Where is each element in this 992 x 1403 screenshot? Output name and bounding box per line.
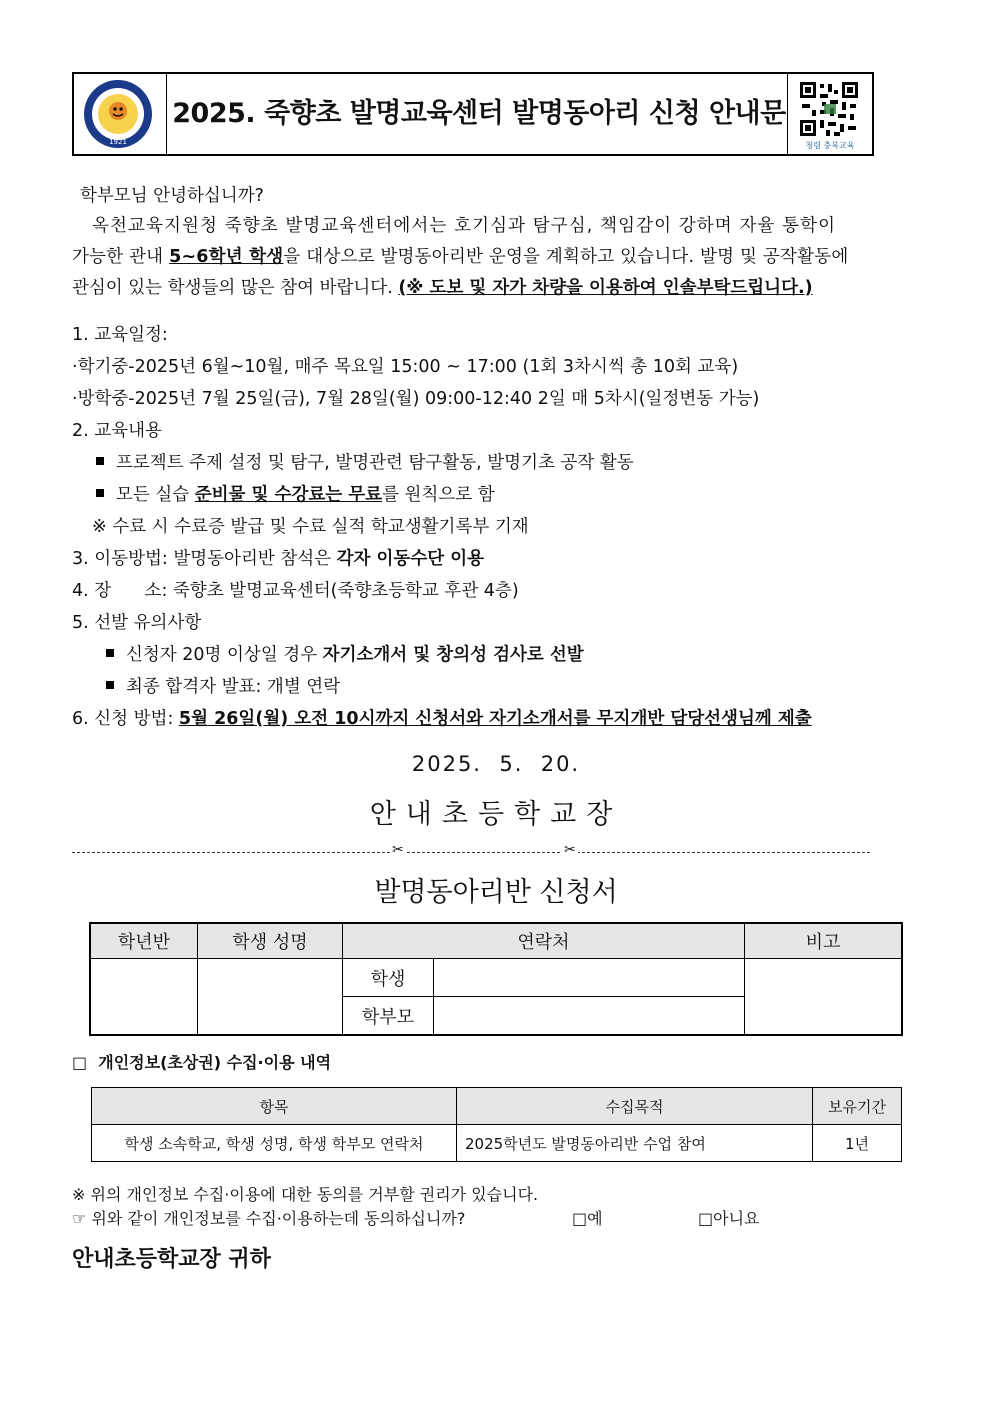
intro-line-3: 관심이 있는 학생들의 많은 참여 바랍니다. (※ 도보 및 자가 차량을 이용하여 인솔부탁드립니다.) [72, 278, 813, 298]
application-table [89, 922, 903, 1036]
privacy-purpose: 2025학년도 발명동아리반 수업 참여 [457, 1125, 813, 1162]
header-box [72, 72, 874, 156]
section-2-item-1: 프로젝트 주제 설정 및 탐구, 발명관련 탐구활동, 발명기초 공작 활동 [96, 449, 634, 474]
section-2-note: ※ 수료 시 수료증 발급 및 수료 실적 학교생활기록부 기재 [92, 517, 529, 537]
section-1-vacation: ·방학중-2025년 7월 25일(금), 7월 28일(월) 09:00-12:40 2일 매 5차시(일정변동 가능) [72, 389, 760, 409]
section-2-item-2: 모든 실습 준비물 및 수강료는 무료를 원칙으로 함 [96, 481, 495, 506]
section-5-item-1: 신청자 20명 이상일 경우 자기소개서 및 창의성 검사로 선발 [106, 641, 584, 666]
header-class: 학년반 [90, 923, 198, 959]
section-1-term: ·학기중-2025년 6월~10월, 매주 목요일 15:00 ~ 17:00 (1회 3차시씩 총 10회 교육) [72, 357, 739, 377]
section-1-title: 1. 교육일정: [72, 325, 168, 345]
signature-line: 안내초등학교장 귀하 [72, 1247, 271, 1272]
cut-line [72, 852, 870, 853]
section-5-title: 5. 선발 유의사항 [72, 613, 202, 633]
student-contact-field[interactable] [434, 959, 745, 997]
intro-line-1: 옥천교육지원청 죽향초 발명교육센터에서는 호기심과 탐구심, 책임감이 강하며 자율 통학이 [92, 216, 837, 236]
privacy-header-period: 보유기간 [813, 1088, 902, 1125]
section-4: 4. 장 소: 죽향초 발명교육센터(죽향초등학교 후관 4층) [72, 581, 519, 601]
header-contact: 연락처 [343, 923, 745, 959]
contact-student-label: 학생 [343, 959, 434, 997]
parent-contact-field[interactable] [434, 997, 745, 1036]
school-emblem-icon [82, 78, 154, 150]
privacy-item: 학생 소속학교, 학생 성명, 학생 학부모 연락처 [92, 1125, 457, 1162]
student-name-field[interactable] [198, 959, 343, 1036]
intro-line-2: 가능한 관내 5~6학년 학생을 대상으로 발명동아리반 운영을 계획하고 있습니다. 발명 및 공작활동에 [72, 247, 849, 267]
bullet-square-icon [106, 649, 114, 657]
section-2-title: 2. 교육내용 [72, 421, 162, 441]
logo-cell [74, 74, 167, 154]
scissors-icon: ✂ [564, 842, 576, 858]
privacy-header-item: 항목 [92, 1088, 457, 1125]
privacy-table [91, 1087, 902, 1162]
remarks-field[interactable] [745, 959, 903, 1036]
logo-year: 1921 [109, 138, 127, 146]
class-field[interactable] [90, 959, 198, 1036]
contact-parent-label: 학부모 [343, 997, 434, 1036]
privacy-heading: □ 개인정보(초상권) 수집·이용 내역 [72, 1053, 332, 1072]
school-name: 안내초등학교장 [369, 799, 623, 830]
refusal-right-note: ※ 위의 개인정보 수집·이용에 대한 동의를 거부할 권리가 있습니다. [72, 1185, 539, 1204]
section-5-item-2: 최종 합격자 발표: 개별 연락 [106, 673, 340, 698]
section-6: 6. 신청 방법: 5월 26일(월) 오전 10시까지 신청서와 자기소개서를 무지개반 담당선생님께 제출 [72, 709, 812, 729]
header-remarks: 비고 [745, 923, 903, 959]
header-name: 학생 성명 [198, 923, 343, 959]
issue-date: 2025. 5. 20. [411, 752, 581, 776]
bullet-square-icon [96, 457, 104, 465]
consent-question: ☞ 위와 같이 개인정보를 수집·이용하는데 동의하십니까? [72, 1209, 466, 1228]
qr-code-icon [798, 80, 860, 138]
form-title: 발명동아리반 신청서 [374, 877, 618, 908]
bullet-square-icon [96, 489, 104, 497]
privacy-header-purpose: 수집목적 [457, 1088, 813, 1125]
consent-no-checkbox[interactable]: □아니요 [698, 1209, 760, 1228]
section-3: 3. 이동방법: 발명동아리반 참석은 각자 이동수단 이용 [72, 549, 485, 569]
page-title: 2025. 죽향초 발명교육센터 발명동아리 신청 안내문 [172, 98, 786, 129]
scissors-icon: ✂ [392, 842, 404, 858]
qr-cell [787, 74, 872, 154]
bullet-square-icon [106, 681, 114, 689]
privacy-period: 1년 [813, 1125, 902, 1162]
qr-caption: 청렴 충북교육 [805, 141, 855, 150]
consent-yes-checkbox[interactable]: □예 [572, 1209, 603, 1228]
greeting: 학부모님 안녕하십니까? [80, 186, 264, 206]
